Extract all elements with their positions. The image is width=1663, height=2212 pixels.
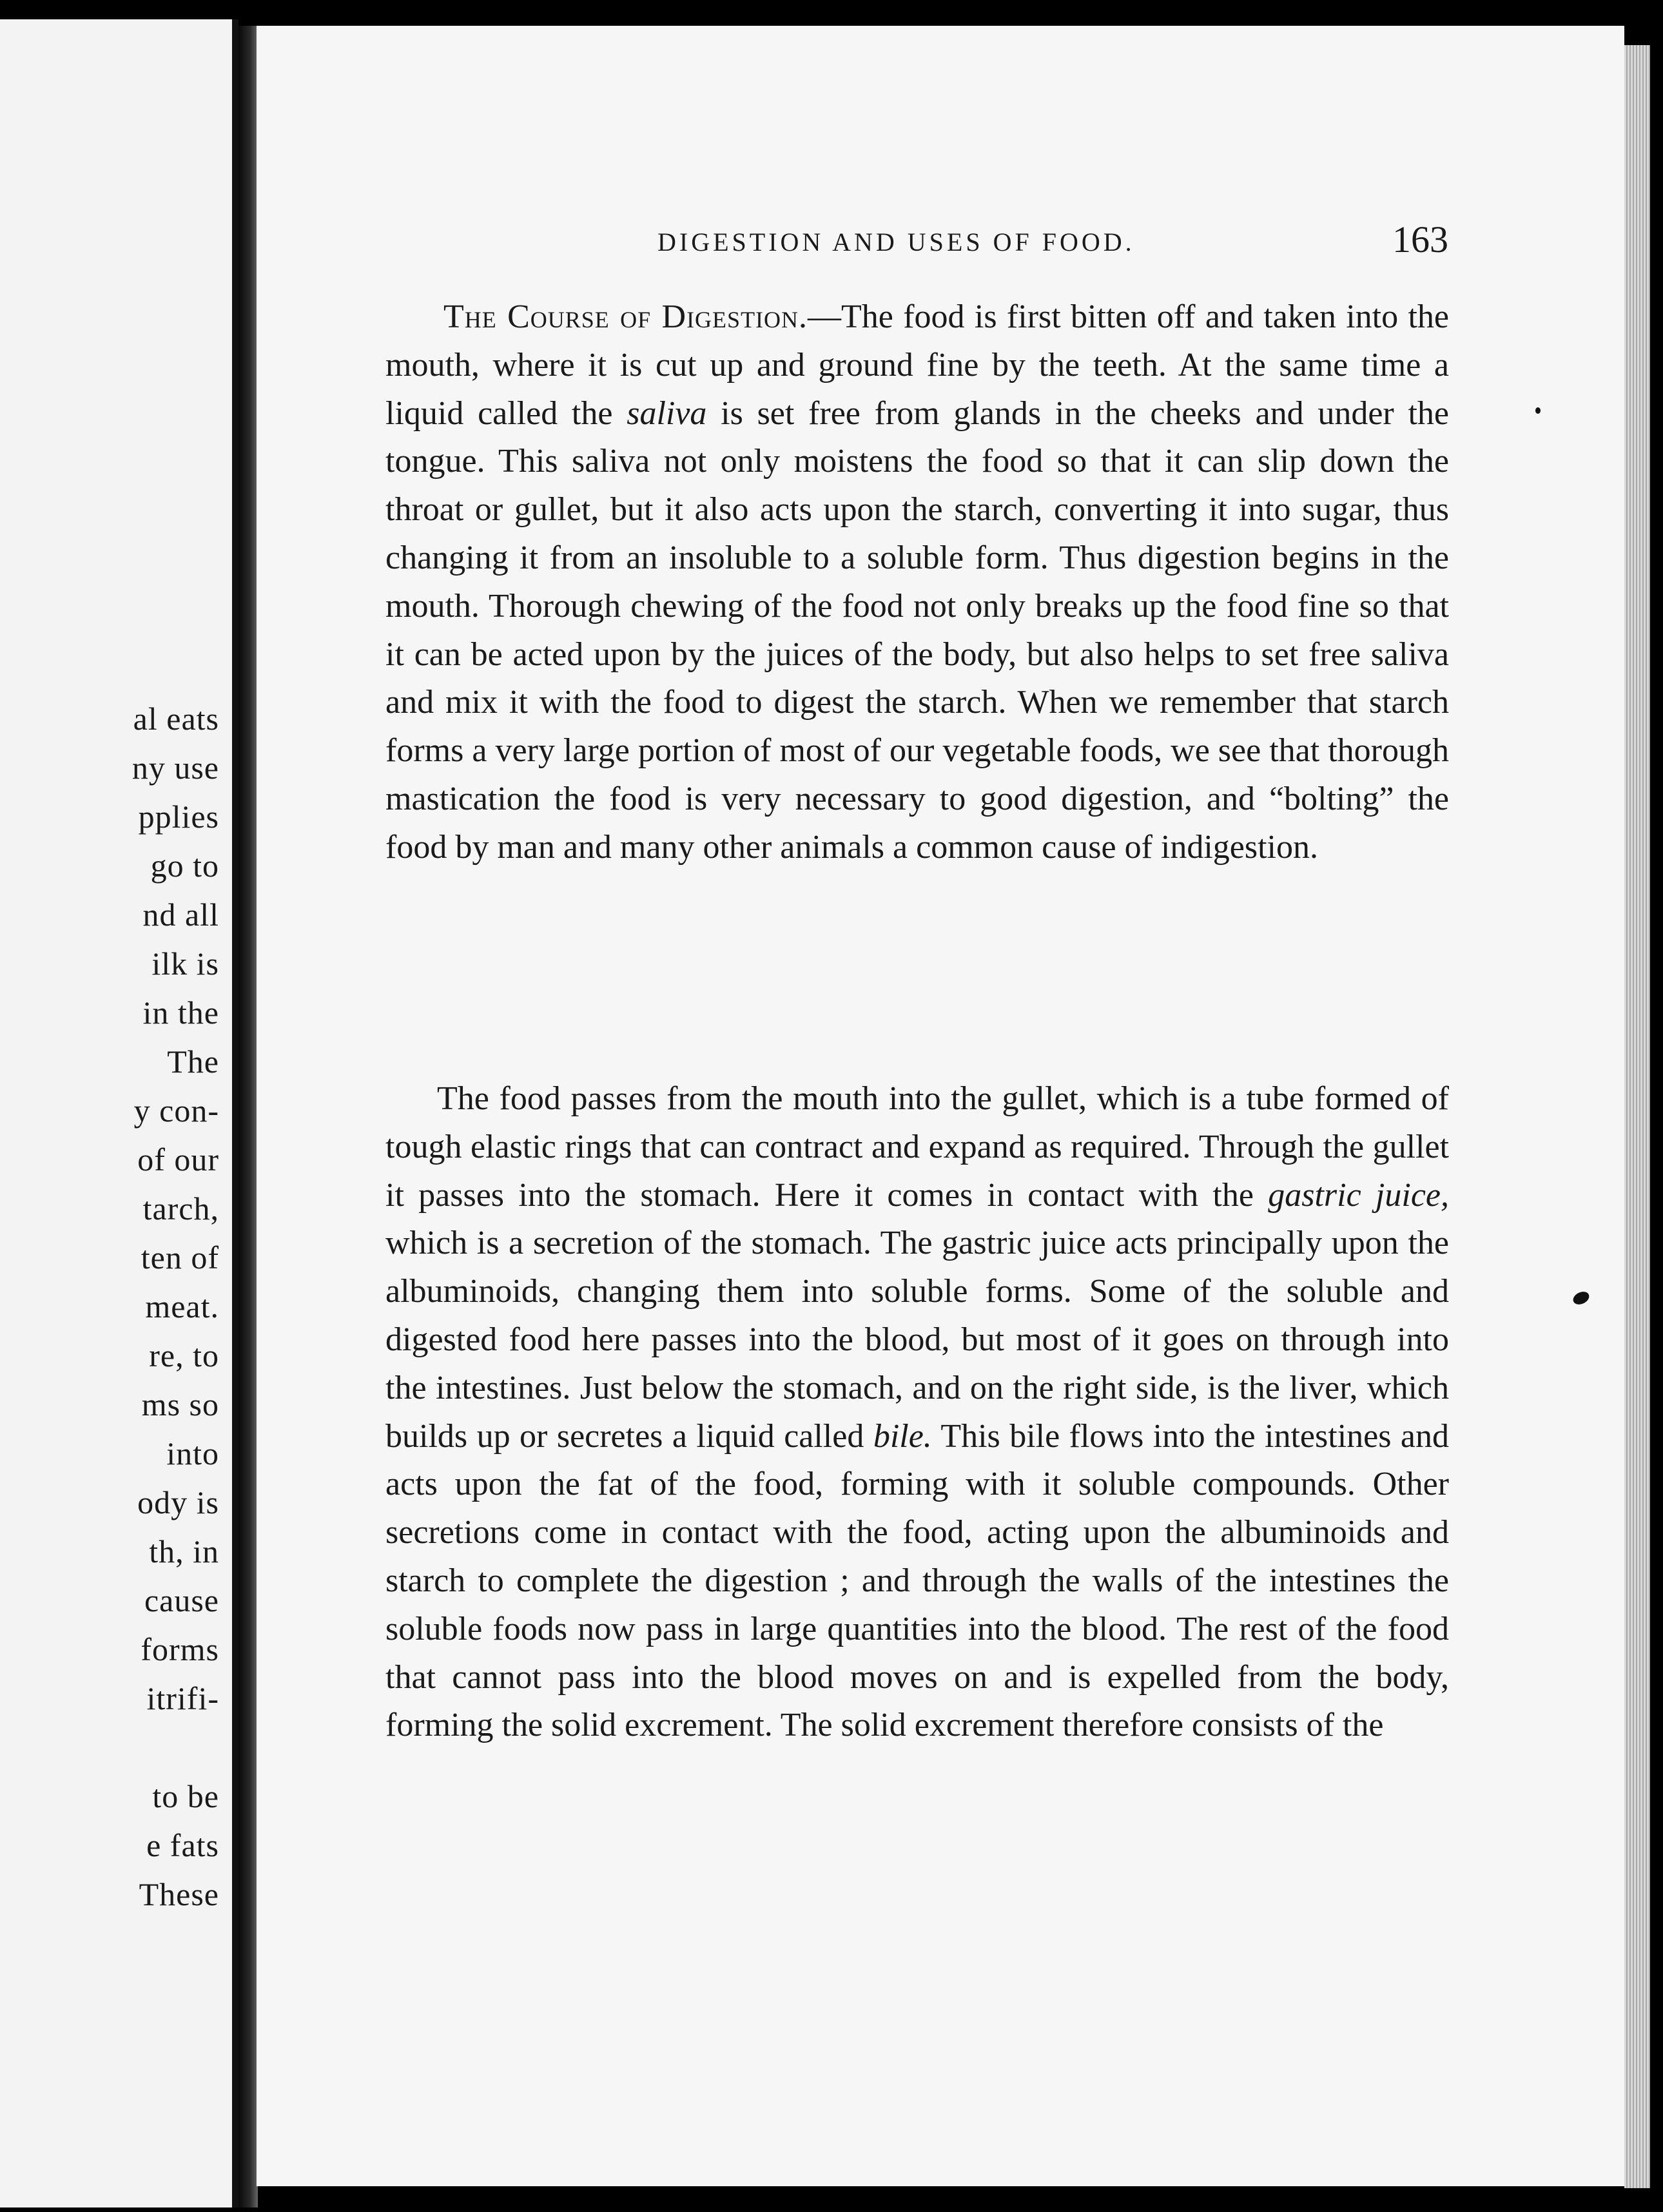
- paragraph-text: which is a secretion of the stomach. The gastric juice acts principally upon the albuminoids, changing them into soluble forms. Some of the soluble and digested food here passes into the blood, but most of it goes on through into the intestines. Just below the stomach, and on the right side, is the liver, which builds up or secretes a liquid called: [385, 1225, 1449, 1455]
- page-number: 163: [1392, 218, 1448, 260]
- running-head: DIGESTION AND USES OF FOOD.: [657, 228, 1135, 257]
- paragraph-text: The food passes from the mouth into the gullet, which is a tube formed of tough elastic rings that can contract and expand as required. Through the gullet it passes into the stomach. Here it comes in contact with the: [385, 1080, 1449, 1214]
- left-page-line: ny use: [131, 750, 219, 786]
- page-edges: [1624, 45, 1650, 2188]
- left-page-line: pplies: [138, 799, 219, 835]
- left-page-line: The: [167, 1043, 219, 1080]
- paragraph-text: —The food is first bitten off and taken into the mouth, where it is cut up and ground fine by the teeth. At the same time a liquid called the: [385, 298, 1449, 432]
- left-page-line: tarch,: [142, 1190, 219, 1227]
- paragraph-text: This bile flows into the intestines and acts upon the fat of the food, forming with it soluble compounds. Other secretions come in contact with the food, acting upon the albuminoids and starch to complete the digestion ; and through the walls of the intestines the soluble foods now pass in large quantities into the blood. The rest of the food that cannot pass into the blood moves on and is expelled from the body, forming the solid excrement. The solid excrement therefore consists of the: [385, 1417, 1449, 1744]
- paragraph: [385, 1075, 1449, 1750]
- left-page-line: re, to: [149, 1337, 219, 1373]
- left-page-line: of our: [137, 1141, 219, 1178]
- left-page-fragment: [0, 19, 238, 2207]
- italic-term: gastric juice,: [1268, 1176, 1449, 1214]
- paragraph: [385, 293, 1449, 872]
- left-page-line: ilk is: [151, 946, 219, 982]
- left-page-line: go to: [150, 848, 219, 884]
- section-heading: The Course of Digestion.: [443, 298, 808, 335]
- left-page-line: meat.: [145, 1288, 219, 1324]
- left-page-line: y con-: [133, 1092, 219, 1129]
- left-page-line: e fats: [146, 1827, 219, 1863]
- left-page-line: th, in: [149, 1533, 219, 1569]
- ink-speck: [1535, 407, 1541, 414]
- left-page-line: forms: [141, 1631, 219, 1667]
- left-page-line: into: [166, 1435, 219, 1471]
- left-page-line: cause: [144, 1582, 219, 1618]
- left-page-line: ms so: [141, 1386, 219, 1422]
- left-page-line: These: [139, 1876, 219, 1912]
- left-page-line: itrifi-: [146, 1680, 219, 1716]
- left-page-line: al eats: [133, 701, 219, 737]
- book-gutter: [238, 26, 258, 2207]
- italic-term: bile.: [873, 1417, 932, 1455]
- left-page-line: in the: [142, 994, 219, 1031]
- left-page-line: nd all: [142, 897, 219, 933]
- paragraph-text: is set free from glands in the cheeks and under the tongue. This saliva not only moistens the food so that it can slip down the throat or gullet, but it also acts upon the starch, converting it into sugar, thus changing it from an insoluble to a soluble form. Thus digestion begins in the mouth. Thorough chewing of the food not only breaks up the food fine so that it can be acted upon by the juices of the body, but also helps to set free saliva and mix it with the food to digest the starch. When we remember that starch forms a very large portion of most of our vegetable foods, we see that thorough mastication the food is very necessary to good digestion, and “bolting” the food by man and many other animals a common cause of indigestion.: [385, 394, 1449, 866]
- left-page-line: ten of: [141, 1239, 219, 1276]
- left-page-line: to be: [152, 1778, 219, 1814]
- italic-term: saliva: [627, 394, 707, 432]
- left-page-line: ody is: [137, 1484, 219, 1520]
